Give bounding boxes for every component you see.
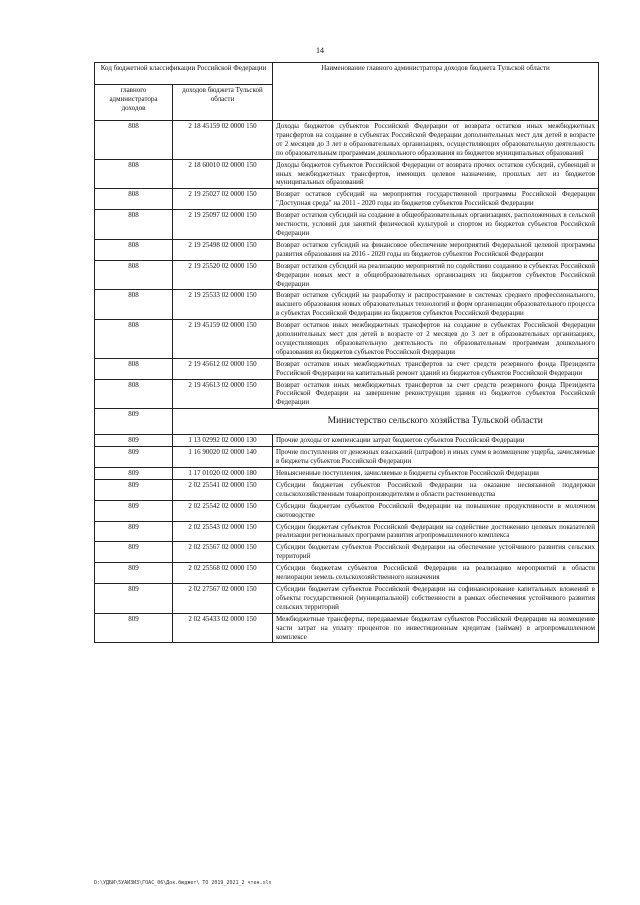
name-column-header: Наименование главного администратора доходов бюджета Тульской области [273,63,599,121]
revenue-code-cell: 2 19 45613 02 0000 150 [173,379,273,409]
revenue-code-cell: 2 19 25533 02 0000 150 [173,290,273,320]
revenue-name-cell: Возврат остатков иных межбюджетных трансфертов за счет средств резервного фонда Президента Российской Федерации на капитальный ремонт зданий из бюджетов субъектов Российской Федерации [273,358,599,379]
revenue-code-cell: 2 19 25498 02 0000 150 [173,239,273,260]
revenue-name-cell: Субсидии бюджетам субъектов Российской Федерации на реализацию мероприятий в области мелиорации земель сельскохозяйственного назначения [273,563,599,584]
table-row [95,563,599,584]
table-row [95,210,599,240]
revenue-code-cell: 1 13 02992 02 0000 130 [173,435,273,447]
admin-code-cell: 808 [95,189,173,210]
revenue-code-cell: 2 02 27567 02 0000 150 [173,583,273,613]
table-row [95,239,599,260]
table-row [95,521,599,542]
table-row [95,260,599,290]
table-row [95,159,599,189]
table-row [95,379,599,409]
admin-code-cell: 809 [95,583,173,613]
revenue-name-cell: Возврат остатков субсидий на финансовое обеспечение мероприятий Федеральной целевой программы развития образования на 2016 - 2020 годы из бюджетов субъектов Российской Федерации [273,239,599,260]
revenue-name-cell: Возврат остатков субсидий на создание в общеобразовательных организациях, расположенных в сельской местности, условий для занятий физической культурой и спортом из бюджетов субъектов Российской Федерации [273,210,599,240]
revenue-code-cell: 2 02 25568 02 0000 150 [173,563,273,584]
admin-code-cell: 808 [95,121,173,160]
admin-code-cell: 809 [95,479,173,500]
admin-code-cell: 809 [95,500,173,521]
table-row [95,468,599,480]
revenue-code-cell: 2 19 45612 02 0000 150 [173,358,273,379]
admin-column-header: главного администратора доходов [95,85,173,121]
admin-code-cell: 808 [95,210,173,240]
admin-code-cell: 809 [95,613,173,643]
revenue-name-cell: Субсидии бюджетам субъектов Российской Федерации на обеспечение устойчивого развития сельских территорий [273,542,599,563]
revenue-name-cell: Возврат остатков иных межбюджетных трансфертов за счет средств резервного фонда Президента Российской Федерации на завершение реконструкции здания из бюджетов субъектов Российской Федерации [273,379,599,409]
revenue-name-cell: Возврат остатков субсидий на реализацию мероприятий по содействию созданию в субъектах Российской Федерации новых мест в общеобразовательных организациях из бюджетов субъектов Российской Федерации [273,260,599,290]
revenue-code-cell: 2 19 25520 02 0000 150 [173,260,273,290]
admin-code-cell: 808 [95,260,173,290]
admin-code-cell: 809 [95,468,173,480]
table-row [95,121,599,160]
revenue-code-cell: 2 19 25027 02 0000 150 [173,189,273,210]
revenue-name-cell: Прочие доходы от компенсации затрат бюджетов субъектов Российской Федерации [273,435,599,447]
table-row [95,320,599,359]
revenue-name-cell: Невыясненные поступления, зачисляемые в бюджеты субъектов Российской Федерации [273,468,599,480]
table-row [95,435,599,447]
admin-code-cell: 808 [95,290,173,320]
revenue-code-cell: 2 02 25541 02 0000 150 [173,479,273,500]
table-row [95,613,599,643]
table-row [95,358,599,379]
admin-code-cell: 808 [95,379,173,409]
revenue-name-cell: Субсидии бюджетам субъектов Российской Федерации на оказание несвязанной поддержки сельскохозяйственным товаропроизводителям в области растениеводства [273,479,599,500]
page-number: 14 [316,46,324,55]
revenue-code-cell: 1 17 01020 02 0000 180 [173,468,273,480]
revenue-name-cell: Субсидии бюджетам субъектов Российской Федерации на повышение продуктивности в молочном скотоводстве [273,500,599,521]
group-header: Код бюджетной классификации Российской Федерации [95,63,273,85]
section-title: Министерство сельского хозяйства Тульской области [273,409,599,435]
revenue-name-cell: Возврат остатков субсидий на мероприятия государственной программы Российской Федерации "Доступная среда" на 2011 - 2020 годы из бюджетов субъектов Российской Федерации [273,189,599,210]
revenue-code-cell: 2 18 45159 02 0000 150 [173,121,273,160]
admin-code-cell: 809 [95,563,173,584]
admin-code-cell: 809 [95,542,173,563]
revenue-name-cell: Доходы бюджетов субъектов Российской Федерации от возврата прочих остатков субсидий, субвенций и иных межбюджетных трансфертов, имеющих целевое назначение, прошлых лет из бюджетов муниципальных образований [273,159,599,189]
revenue-name-cell: Межбюджетные трансферты, передаваемые бюджетам субъектов Российской Федерации на возмещение части затрат на уплату процентов по инвестиционным кредитам (займам) в агропромышленном комплексе [273,613,599,643]
table-row [95,583,599,613]
code-column-header: доходов бюджета Тульской области [173,85,273,121]
admin-code-cell: 809 [95,447,173,468]
budget-table [94,62,599,643]
table-row [95,447,599,468]
revenue-code-cell: 2 02 45433 02 0000 150 [173,613,273,643]
revenue-code-cell: 2 18 60010 02 0000 150 [173,159,273,189]
table-row [95,479,599,500]
table-row [95,542,599,563]
revenue-code-cell: 2 19 45159 02 0000 150 [173,320,273,359]
admin-code-cell: 809 [95,435,173,447]
table-row [95,189,599,210]
admin-code-cell: 808 [95,239,173,260]
revenue-name-cell: Прочие поступления от денежных взысканий (штрафов) и иных сумм в возмещение ущерба, зачисляемые в бюджеты субъектов Российской Федерации [273,447,599,468]
admin-code-cell: 808 [95,320,173,359]
revenue-code-cell: 2 02 25542 02 0000 150 [173,500,273,521]
revenue-name-cell: Доходы бюджетов субъектов Российской Федерации от возврата остатков иных межбюджетных трансфертов на создание в субъектах Российской Федерации дополнительных мест для детей в возрасте от 2 месяцев до 3 лет в образовательных организациях, осуществляющих образовательную деятельность по образовательным программам дошкольного образования из бюджетов муниципальных образований [273,121,599,160]
table-row [95,500,599,521]
revenue-name-cell: Субсидии бюджетам субъектов Российской Федерации на софинансирование капитальных вложений в объекты государственной (муниципальной) собственности в рамках обеспечения устойчивого развития сельских территорий [273,583,599,613]
section-admin-code: 809 [95,409,173,435]
table-row [95,290,599,320]
admin-code-cell: 808 [95,159,173,189]
file-path-footer: D:\УДБИ\5УАИЗИЗ\ГОАС_06\Док.бюджет\ ТО 2019_2021_2 чтен.xls [94,880,272,886]
revenue-code-cell: 1 16 90020 02 0000 140 [173,447,273,468]
revenue-code-cell: 2 02 25543 02 0000 150 [173,521,273,542]
revenue-code-cell: 2 02 25567 02 0000 150 [173,542,273,563]
revenue-name-cell: Возврат остатков субсидий на разработку и распространение в системах среднего профессионального, высшего образования новых образовательных технологий и форм организации образовательного процесса в субъектах Российской Федерации из бюджетов субъектов Российской Федерации [273,290,599,320]
admin-code-cell: 808 [95,358,173,379]
revenue-name-cell: Возврат остатков иных межбюджетных трансфертов на создание в субъектах Российской Федерации дополнительных мест для детей в возрасте от 2 месяцев до 3 лет в образовательных организациях, осуществляющих образовательную деятельность по образовательным программам дошкольного образования из бюджетов субъектов Российской Федерации [273,320,599,359]
admin-code-cell: 809 [95,521,173,542]
revenue-code-cell: 2 19 25097 02 0000 150 [173,210,273,240]
revenue-name-cell: Субсидии бюджетам субъектов Российской Федерации на содействие достижению целевых показателей реализации региональных программ развития агропромышленного комплекса [273,521,599,542]
